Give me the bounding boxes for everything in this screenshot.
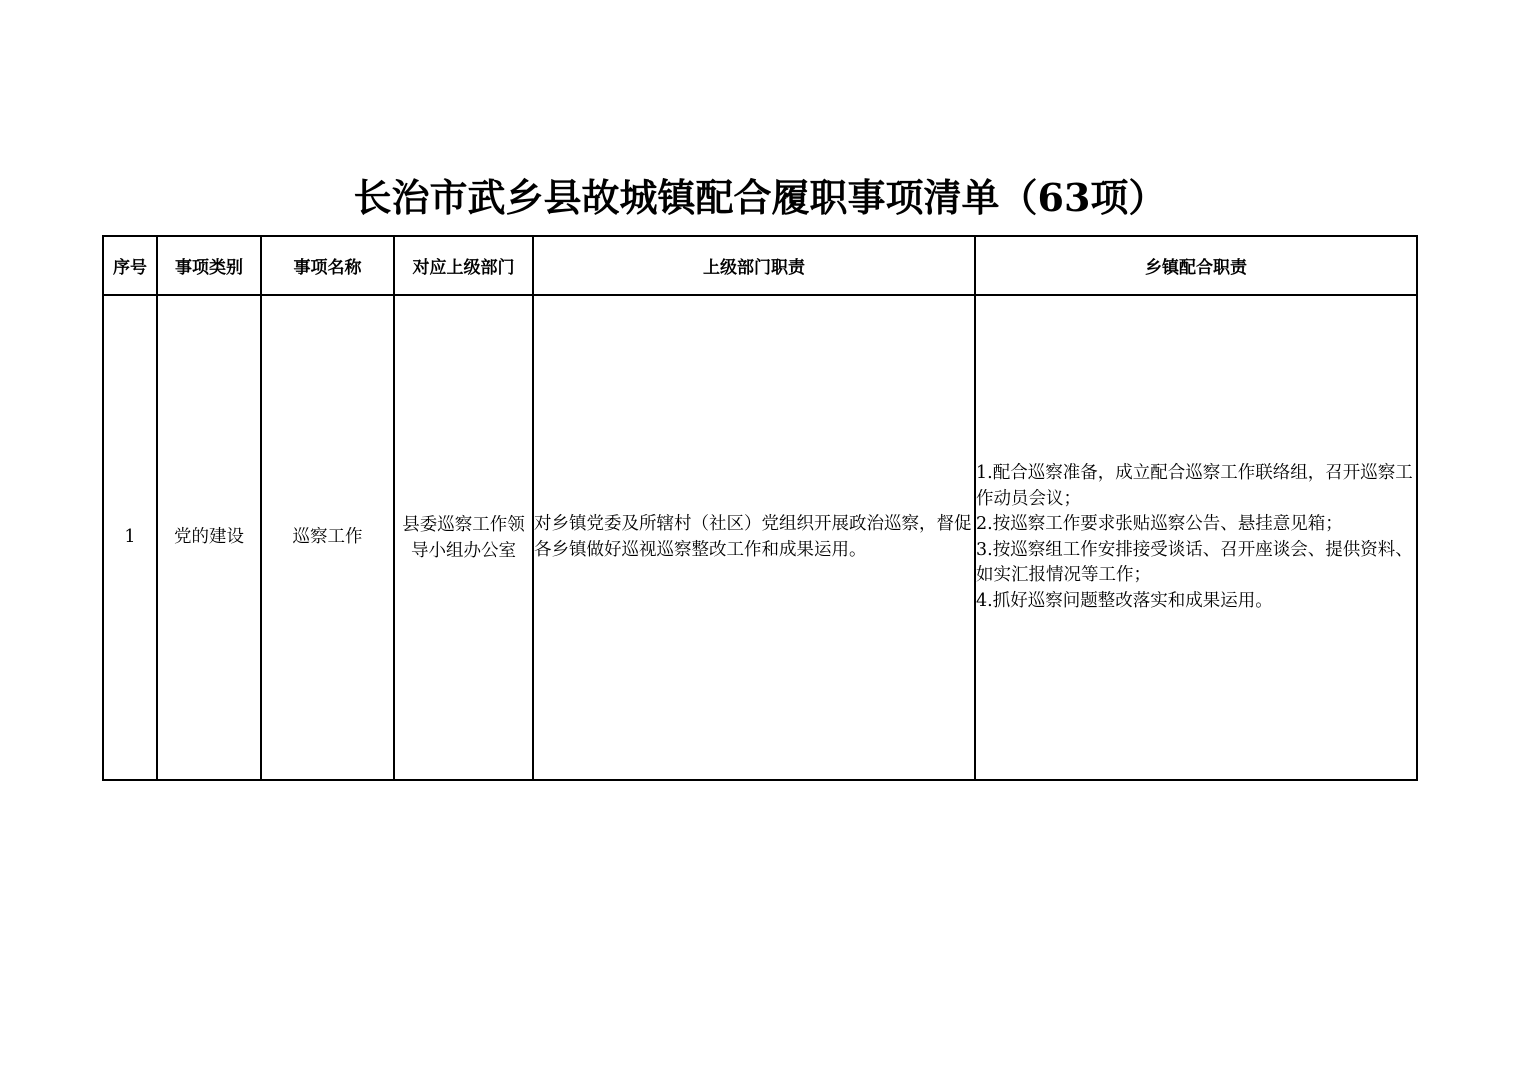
town-duty-item: 2.按巡察工作要求张贴巡察公告、悬挂意见箱；: [976, 514, 1343, 534]
header-category: 事项类别: [157, 236, 261, 295]
header-town-duty: 乡镇配合职责: [975, 236, 1417, 295]
header-upper-duty: 上级部门职责: [533, 236, 975, 295]
page-title: 长治市武乡县故城镇配合履职事项清单（63项）: [353, 175, 1167, 220]
cell-index: 1: [103, 295, 157, 780]
header-index: 序号: [103, 236, 157, 295]
town-duty-item: 1.配合巡察准备，成立配合巡察工作联络组，召开巡察工作动员会议；: [976, 463, 1413, 509]
town-duty-item: 3.按巡察组工作安排接受谈话、召开座谈会、提供资料、如实汇报情况等工作；: [976, 539, 1413, 585]
header-department: 对应上级部门: [394, 236, 533, 295]
cell-upper-duty: 对乡镇党委及所辖村（社区）党组织开展政治巡察，督促各乡镇做好巡视巡察整改工作和成果运用。: [533, 295, 975, 780]
town-duty-item: 4.抓好巡察问题整改落实和成果运用。: [976, 590, 1273, 611]
department-text: 县委巡察工作领导小组办公室: [402, 514, 525, 561]
cell-town-duty: [975, 295, 1417, 780]
header-name: 事项名称: [261, 236, 394, 295]
cell-department: [394, 295, 533, 780]
table-row: [103, 295, 1417, 780]
duty-table: [102, 235, 1418, 781]
cell-category: 党的建设: [157, 295, 261, 780]
cell-name: 巡察工作: [261, 295, 394, 780]
table-header-row: [103, 236, 1417, 295]
